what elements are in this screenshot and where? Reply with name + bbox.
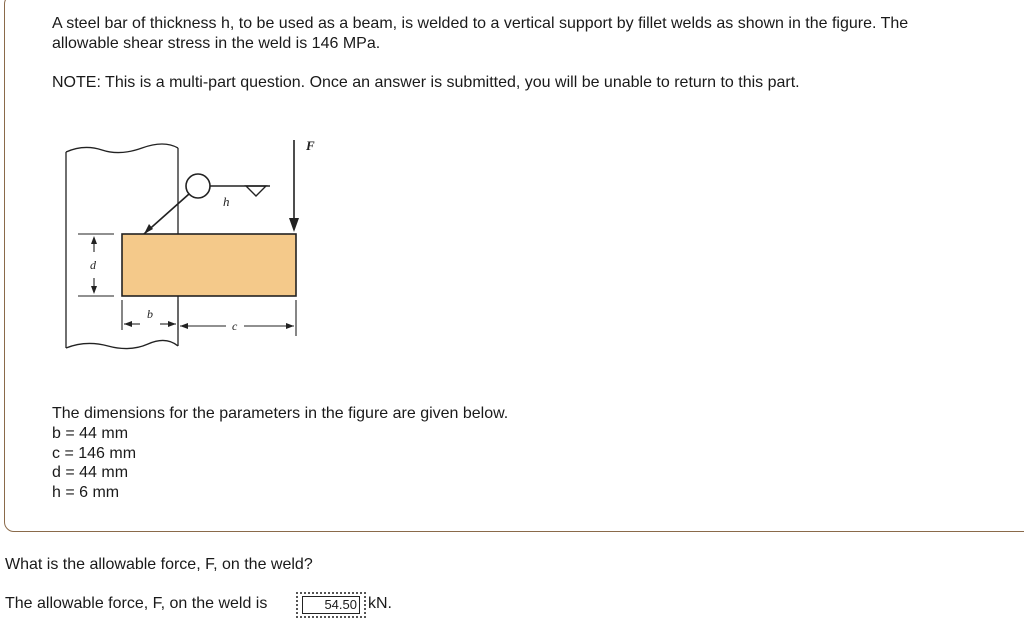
weld-figure (56, 128, 346, 360)
dimensions-intro: The dimensions for the parameters in the figure are given below. (52, 405, 509, 422)
dimension-c: c = 146 mm (52, 445, 137, 462)
answer-prefix: The allowable force, F, on the weld is (5, 595, 268, 612)
force-arrow-head (289, 218, 299, 232)
support-bottom-edge (66, 340, 178, 348)
answer-input[interactable] (302, 596, 360, 614)
label-d: d (90, 258, 96, 272)
dim-d-arrow-down (91, 286, 97, 294)
label-h: h (223, 194, 230, 209)
weld-all-around-circle (186, 174, 210, 198)
weld-leader-arrowhead (144, 224, 153, 234)
label-F: F (306, 138, 315, 153)
dimension-b: b = 44 mm (52, 425, 129, 442)
label-b: b (147, 307, 153, 321)
answer-value: 54.50 (324, 597, 357, 612)
note-text: NOTE: This is a multi-part question. Once an answer is submitted, you will be unable to return to this part. (52, 74, 800, 91)
dim-d-arrow-up (91, 236, 97, 244)
dimension-d: d = 44 mm (52, 464, 129, 481)
dimension-h: h = 6 mm (52, 484, 120, 501)
dim-c-arrow-right (286, 323, 294, 329)
support-top-edge (66, 144, 178, 153)
fillet-weld-symbol (246, 186, 266, 196)
dim-b-arrow-left (124, 321, 132, 327)
dim-b-arrow-right (168, 321, 176, 327)
answer-unit: kN. (368, 595, 392, 612)
label-c: c (232, 319, 238, 333)
problem-statement-line-1: A steel bar of thickness h, to be used as a beam, is welded to a vertical support by fillet welds as shown in the figure. The (52, 15, 909, 32)
dim-c-arrow-left (180, 323, 188, 329)
question-prompt: What is the allowable force, F, on the weld? (5, 556, 313, 573)
problem-statement-line-2: allowable shear stress in the weld is 146 MPa. (52, 35, 381, 52)
answer-input-focus-ring[interactable] (296, 592, 366, 618)
steel-bar (122, 234, 296, 296)
